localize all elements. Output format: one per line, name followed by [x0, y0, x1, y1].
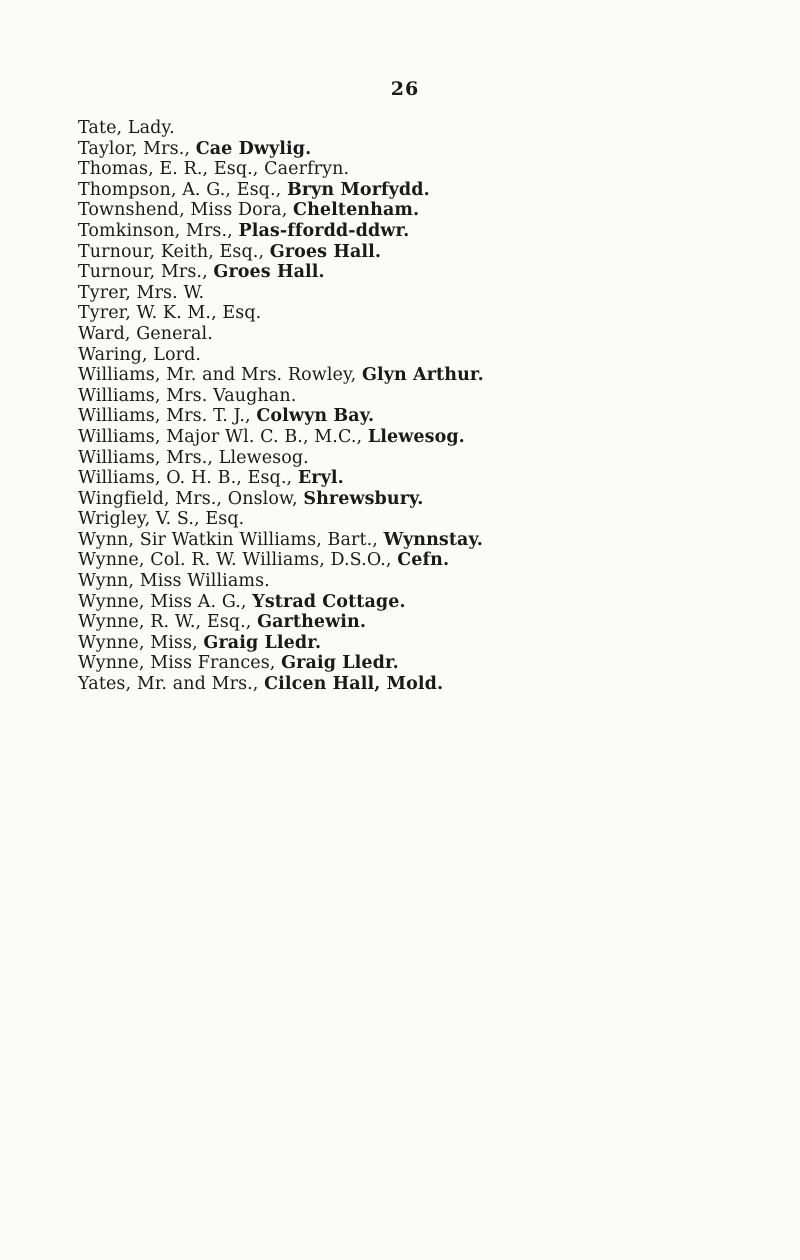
list-item: [78, 550, 778, 571]
entry-place: Colwyn Bay.: [256, 406, 375, 427]
list-item: [78, 139, 778, 160]
entry-place: Bryn Morfydd.: [286, 179, 430, 200]
entry-name: Tyrer, Mrs. W.: [78, 282, 205, 303]
entry-place: Garthewin.: [257, 612, 367, 633]
entry-place: Wynnstay.: [383, 529, 483, 550]
entry-name: Williams, O. H. B., Esq.,: [78, 468, 298, 489]
entry-name: Ward, General.: [78, 323, 213, 344]
entry-place: Groes Hall.: [269, 241, 382, 262]
list-item: [78, 571, 778, 592]
entry-name: Thompson, A. G., Esq.,: [78, 179, 287, 200]
entry-place: Cheltenham.: [293, 200, 420, 221]
entry-name: Wynne, R. W., Esq.,: [78, 612, 258, 633]
list-item: [78, 221, 778, 242]
entry-name: Williams, Mrs. Vaughan.: [78, 385, 297, 406]
entry-name: Williams, Mrs. T. J.,: [78, 406, 257, 427]
list-item: [78, 406, 778, 427]
list-item: [78, 345, 778, 366]
entry-name: Waring, Lord.: [78, 344, 202, 365]
list-item: [78, 674, 778, 695]
list-item: [78, 200, 778, 221]
entry-name: Tyrer, W. K. M., Esq.: [78, 303, 262, 324]
list-item: [78, 324, 778, 345]
list-item: [78, 448, 778, 469]
entry-place: Groes Hall.: [213, 262, 325, 283]
list-item: [78, 509, 778, 530]
list-item: [78, 592, 778, 613]
list-item: [78, 262, 778, 283]
entry-place: Shrewsbury.: [303, 488, 424, 509]
list-item: [78, 283, 778, 304]
entry-place: Cae Dwylig.: [195, 138, 312, 159]
list-item: [78, 303, 778, 324]
entry-place: Graig Lledr.: [281, 653, 399, 674]
list-item: [78, 612, 778, 633]
entry-place: Ystrad Cottage.: [252, 591, 406, 612]
entry-place: Eryl.: [297, 468, 344, 489]
entry-name: Tomkinson, Mrs.,: [78, 220, 239, 241]
entry-name: Taylor, Mrs.,: [78, 138, 196, 159]
list-item: [78, 242, 778, 263]
entry-name: Wynn, Sir Watkin Williams, Bart.,: [78, 529, 384, 550]
subscriber-list: [78, 118, 778, 695]
entry-name: Wrigley, V. S., Esq.: [78, 509, 245, 530]
entry-place: Llewesog.: [367, 426, 465, 447]
list-item: [78, 118, 778, 139]
entry-name: Turnour, Keith, Esq.,: [78, 241, 270, 262]
list-item: [78, 180, 778, 201]
list-item: [78, 427, 778, 448]
list-item: [78, 159, 778, 180]
entry-name: Wynne, Col. R. W. Williams, D.S.O.,: [78, 550, 398, 571]
entry-place: Glyn Arthur.: [361, 365, 484, 386]
list-item: [78, 489, 778, 510]
list-item: [78, 633, 778, 654]
entry-name: Turnour, Mrs.,: [78, 262, 214, 283]
list-item: [78, 530, 778, 551]
entry-place: Cefn.: [397, 550, 450, 571]
entry-name: Williams, Major Wl. C. B., M.C.,: [78, 426, 368, 447]
entry-place: Cilcen Hall, Mold.: [264, 674, 444, 695]
list-item: [78, 653, 778, 674]
page-number: 26: [390, 78, 420, 100]
entry-place: Graig Lledr.: [203, 632, 322, 653]
list-item: [78, 365, 778, 386]
list-item: [78, 386, 778, 407]
entry-name: Townshend, Miss Dora,: [78, 200, 294, 221]
entry-name: Wynne, Miss,: [78, 632, 204, 653]
entry-name: Williams, Mrs., Llewesog.: [78, 447, 309, 468]
entry-name: Wynne, Miss Frances,: [78, 653, 282, 674]
list-item: [78, 468, 778, 489]
entry-name: Wynne, Miss A. G.,: [78, 591, 253, 612]
entry-name: Williams, Mr. and Mrs. Rowley,: [78, 365, 362, 386]
entry-name: Thomas, E. R., Esq., Caerfryn.: [78, 159, 350, 180]
entry-place: Plas-ffordd-ddwr.: [238, 220, 410, 241]
entry-name: Yates, Mr. and Mrs.,: [78, 674, 265, 695]
entry-name: Wingfield, Mrs., Onslow,: [78, 488, 304, 509]
entry-name: Wynn, Miss Williams.: [78, 571, 270, 592]
entry-name: Tate, Lady.: [78, 118, 175, 138]
